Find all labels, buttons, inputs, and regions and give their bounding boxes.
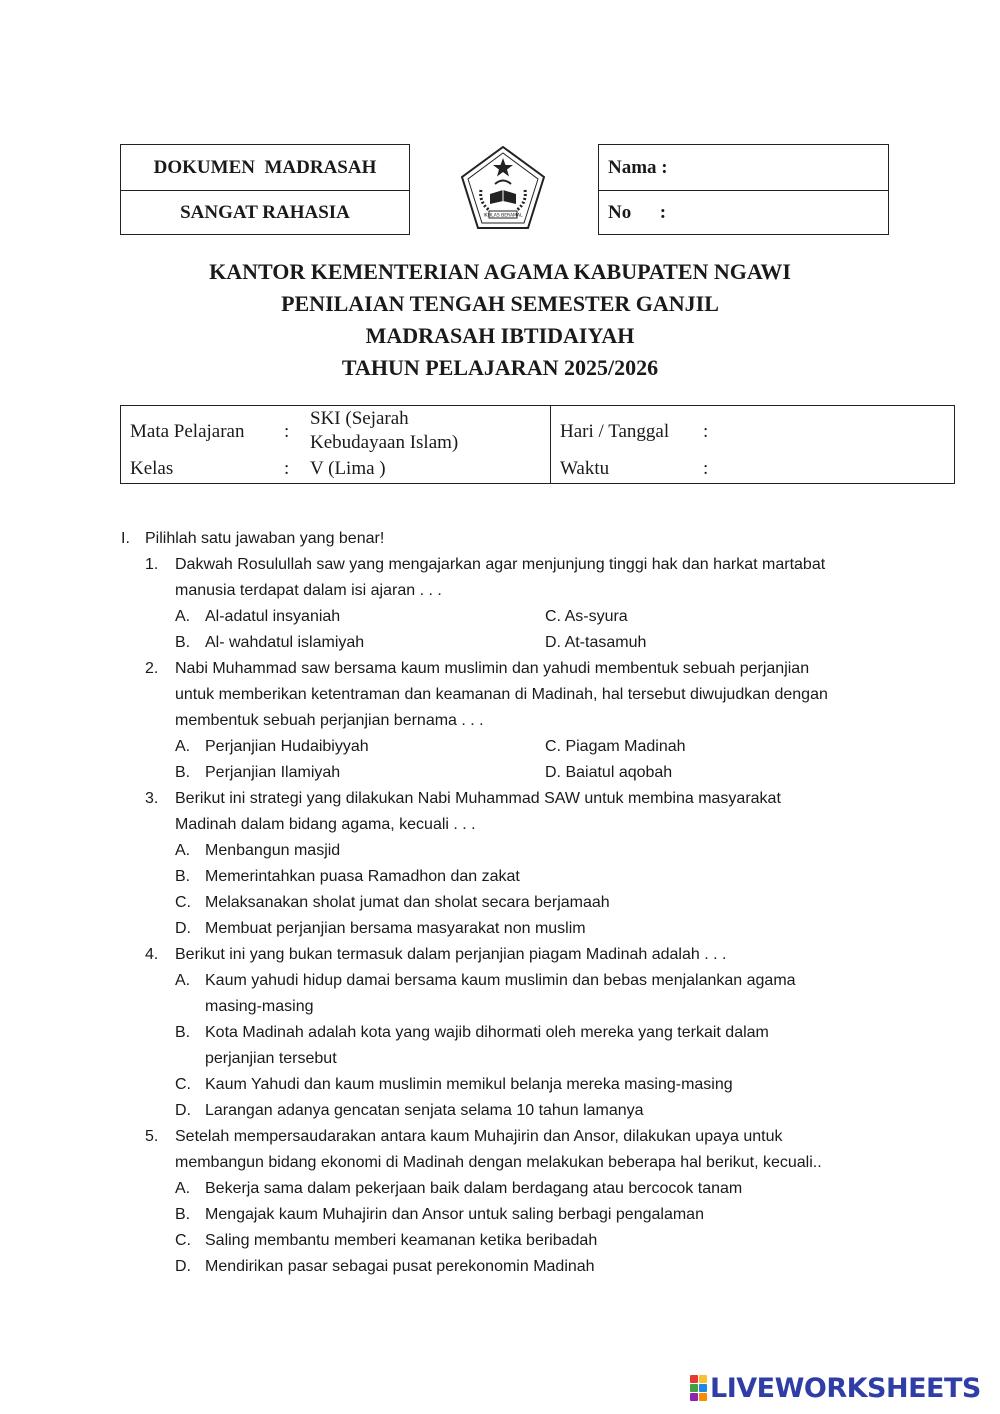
document-label: DOKUMEN MADRASAH [153,156,377,178]
secret-label: SANGAT RAHASIA [121,190,409,235]
question-number: 1. [145,556,159,573]
section-number: I. [121,530,130,547]
option-letter[interactable]: A. [175,738,191,755]
option-letter[interactable]: A. [175,608,191,625]
question-text: untuk memberikan ketentraman dan keamanan di Madinah, hal tersebut diwujudkan dengan [175,686,828,703]
subject-value-line1: SKI (Sejarah [310,408,409,429]
liveworksheets-logo-icon [690,1375,707,1401]
class-value: V (Lima ) [310,458,386,479]
option-text[interactable]: Al- wahdatul islamiyah [205,634,365,651]
kemenag-emblem-icon [459,144,547,232]
option-letter[interactable]: C. [175,894,191,911]
logo-square [690,1384,698,1392]
option-text[interactable]: C. As-syura [545,608,628,625]
option-text[interactable]: perjanjian tersebut [205,1050,337,1067]
subject-colon: : [284,421,290,442]
question-text: Setelah mempersaudarakan antara kaum Muhajirin dan Ansor, dilakukan upaya untuk [175,1128,783,1145]
option-text[interactable]: Saling membantu memberi keamanan ketika beribadah [205,1232,598,1249]
logo-square [699,1375,707,1383]
name-label: Nama : [608,156,668,178]
watermark-text: LIVEWORKSHEETS [710,1372,981,1404]
question-number: 3. [145,790,159,807]
option-letter[interactable]: A. [175,972,191,989]
day-date-colon: : [703,421,709,442]
question-text: membentuk sebuah perjanjian bernama . . . [175,712,484,729]
option-letter[interactable]: D. [175,1102,191,1119]
title-line-exam: PENILAIAN TENGAH SEMESTER GANJIL [281,291,719,316]
option-text[interactable]: Perjanjian Hudaibiyyah [205,738,369,755]
option-text[interactable]: Bekerja sama dalam pekerjaan baik dalam berdagang atau bercocok tanam [205,1180,743,1197]
option-text[interactable]: Kaum yahudi hidup damai bersama kaum muslimin dan bebas menjalankan agama [205,972,796,989]
question-number: 2. [145,660,159,677]
option-text[interactable]: Perjanjian Ilamiyah [205,764,341,781]
option-text[interactable]: Memerintahkan puasa Ramadhon dan zakat [205,868,520,885]
document-classification-box [120,144,410,235]
logo-motto: IKHLAS BERAMAL [483,213,523,219]
title-line-school: MADRASAH IBTIDAIYAH [365,323,635,348]
question-text: Berikut ini strategi yang dilakukan Nabi Muhammad SAW untuk membina masyarakat [175,790,781,807]
section-instruction: Pilihlah satu jawaban yang benar! [145,530,385,547]
option-text[interactable]: Melaksanakan sholat jumat dan sholat secara berjamaah [205,894,610,911]
student-identity-box [598,144,889,235]
day-date-label: Hari / Tanggal [560,421,670,442]
logo-square [690,1375,698,1383]
option-text[interactable]: Mendirikan pasar sebagai pusat perekonomin Madinah [205,1258,595,1275]
logo-square [699,1393,707,1401]
option-letter[interactable]: C. [175,1076,191,1093]
option-text[interactable]: Mengajak kaum Muhajirin dan Ansor untuk saling berbagi pengalaman [205,1206,704,1223]
time-label: Waktu [560,458,610,479]
title-line-year: TAHUN PELAJARAN 2025/2026 [341,355,659,380]
subject-value-line2: Kebudayaan Islam) [310,432,459,453]
option-text[interactable]: Al-adatul insyaniah [205,608,341,625]
option-letter[interactable]: D. [175,1258,191,1275]
option-letter[interactable]: A. [175,842,191,859]
question-number: 5. [145,1128,159,1145]
title-line-office: KANTOR KEMENTERIAN AGAMA KABUPATEN NGAWI [209,259,791,284]
option-text[interactable]: C. Piagam Madinah [545,738,686,755]
option-text[interactable]: Menbangun masjid [205,842,341,859]
question-text: Dakwah Rosulullah saw yang mengajarkan agar menjunjung tinggi hak dan harkat martabat [175,556,826,573]
option-letter[interactable]: B. [175,1206,191,1223]
option-letter[interactable]: C. [175,1232,191,1249]
question-text: membangun bidang ekonomi di Madinah dengan melakukan beberapa hal berikut, kecuali.. [175,1154,822,1171]
logo-square [699,1384,707,1392]
option-text[interactable]: Kaum Yahudi dan kaum muslimin memikul belanja mereka masing-masing [205,1076,733,1093]
question-text: Madinah dalam bidang agama, kecuali . . . [175,816,476,833]
question-number: 4. [145,946,159,963]
class-colon: : [284,458,290,479]
option-text[interactable]: D. At-tasamuh [545,634,647,651]
option-letter[interactable]: B. [175,634,191,651]
option-text[interactable]: masing-masing [205,998,314,1015]
option-letter[interactable]: B. [175,1024,191,1041]
question-text: manusia terdapat dalam isi ajaran . . . [175,582,442,599]
logo-square [690,1393,698,1401]
question-text: Berikut ini yang bukan termasuk dalam perjanjian piagam Madinah adalah . . . [175,946,727,963]
option-text[interactable]: Larangan adanya gencatan senjata selama 10 tahun lamanya [205,1102,644,1119]
question-text: Nabi Muhammad saw bersama kaum muslimin dan yahudi membentuk sebuah perjanjian [175,660,810,677]
subject-label: Mata Pelajaran [130,421,245,442]
option-text[interactable]: Kota Madinah adalah kota yang wajib dihormati oleh mereka yang terkait dalam [205,1024,769,1041]
option-letter[interactable]: A. [175,1180,191,1197]
option-letter[interactable]: B. [175,868,191,885]
table-divider [550,406,551,483]
exam-info-table [120,405,955,484]
option-letter[interactable]: B. [175,764,191,781]
exam-title-block [0,256,1000,384]
option-text[interactable]: D. Baiatul aqobah [545,764,673,781]
number-label: No : [599,190,888,235]
option-letter[interactable]: D. [175,920,191,937]
liveworksheets-watermark[interactable] [690,1372,981,1404]
class-label: Kelas [130,458,174,479]
option-text[interactable]: Membuat perjanjian bersama masyarakat non muslim [205,920,586,937]
time-colon: : [703,458,709,479]
